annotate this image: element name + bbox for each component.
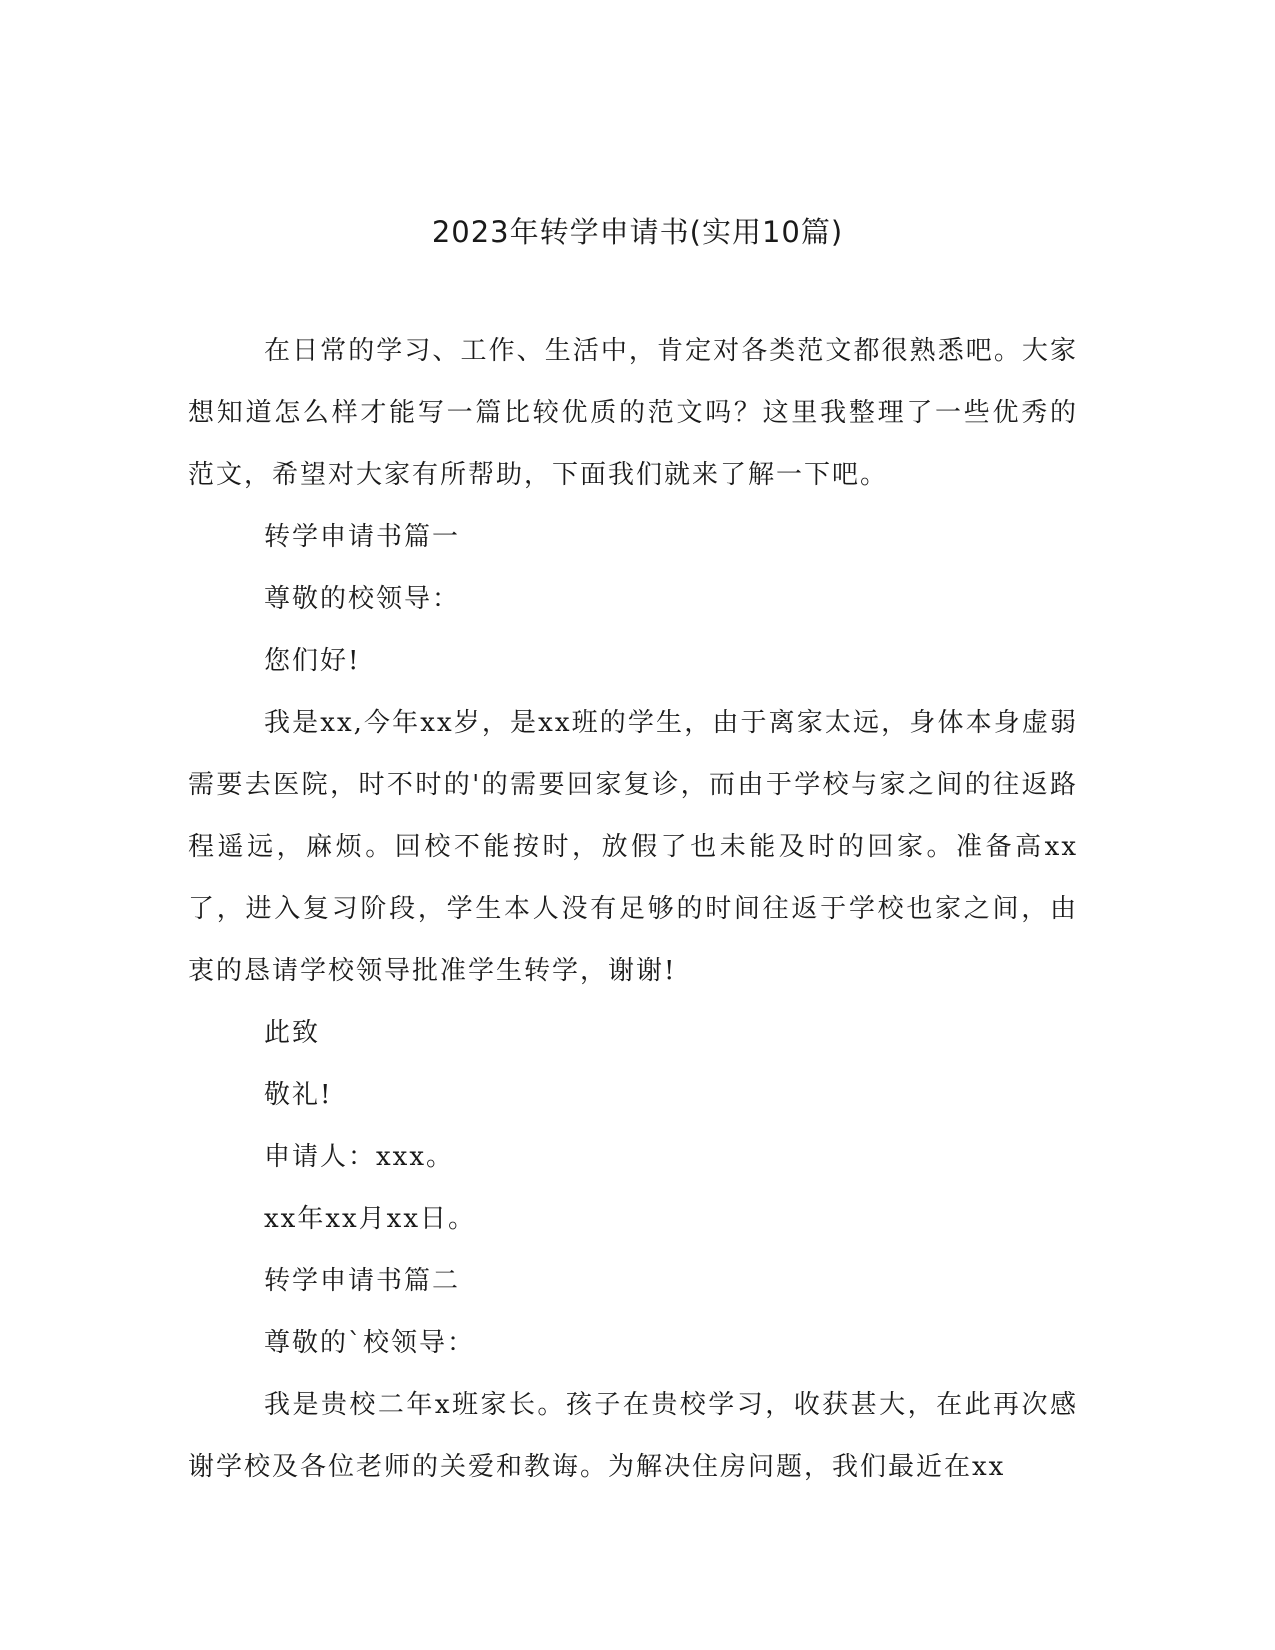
section1-closing-line2: 敬礼! (264, 1080, 333, 1110)
section1-heading: 转学申请书篇一 (264, 522, 461, 552)
section2-salutation: 尊敬的`校领导： (264, 1328, 476, 1358)
section1-closing-line1: 此致 (264, 1018, 321, 1048)
section2-body-paragraph: 我是贵校二年x班家长。孩子在贵校学习，收获甚大，在此再次感谢学校及各位老师的关爱和教诲。为解决住房问题，我们最近在xx (188, 1390, 1078, 1482)
section1-salutation: 尊敬的校领导： (264, 584, 461, 614)
section2-heading: 转学申请书篇二 (264, 1266, 461, 1296)
section1-body-paragraph: 我是xx,今年xx岁，是xx班的学生，由于离家太远，身体本身虚弱需要去医院，时不时的'的需要回家复诊，而由于学校与家之间的往返路程遥远，麻烦。回校不能按时，放假了也未能及时的回家。准备高xx了，进入复习阶段，学生本人没有足够的时间往返于学校也家之间，由衷的恳请学校领导批准学生转学，谢谢! (188, 708, 1078, 986)
section1-greeting: 您们好! (264, 646, 361, 676)
intro-paragraph: 在日常的学习、工作、生活中，肯定对各类范文都很熟悉吧。大家想知道怎么样才能写一篇比较优质的范文吗？这里我整理了一些优秀的范文，希望对大家有所帮助，下面我们就来了解一下吧。 (188, 336, 1078, 490)
section1-applicant: 申请人：xxx。 (264, 1142, 454, 1172)
document-body (188, 320, 1078, 1498)
section1-date: xx年xx月xx日。 (264, 1204, 476, 1234)
document-title: 2023年转学申请书(实用10篇) (431, 215, 844, 249)
